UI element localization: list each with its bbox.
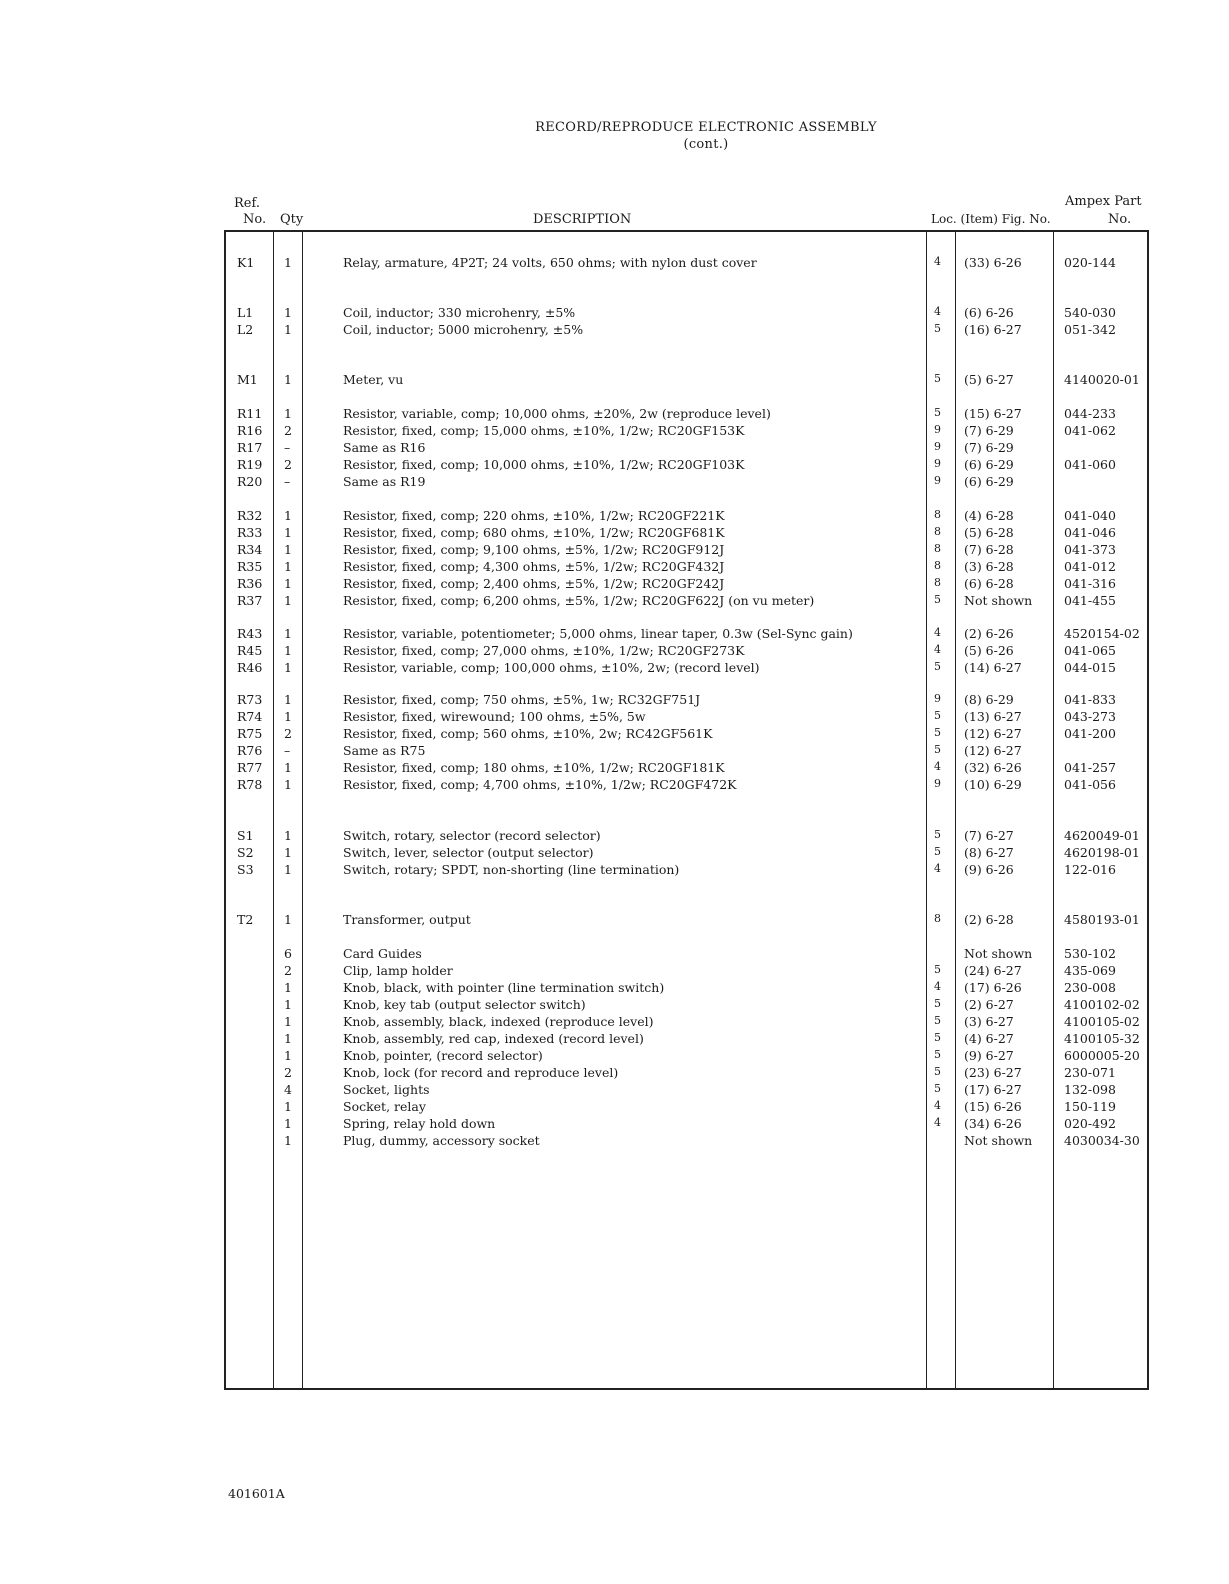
cell-qty: 1 xyxy=(284,1048,292,1063)
table-row xyxy=(0,946,1229,963)
cell-item: (16) 6-27 xyxy=(964,322,1022,337)
cell-item: (3) 6-27 xyxy=(964,1014,1014,1029)
cell-item: (6) 6-29 xyxy=(964,457,1014,472)
cell-item: (8) 6-27 xyxy=(964,845,1014,860)
cell-qty: 2 xyxy=(284,1065,292,1080)
cell-desc: Clip, lamp holder xyxy=(343,963,453,978)
header-loc-item-fig: Loc. (Item) Fig. No. xyxy=(931,212,1051,226)
cell-desc: Resistor, fixed, wirewound; 100 ohms, ±5%, 5w xyxy=(343,709,646,724)
cell-ref: R16 xyxy=(237,423,263,438)
table-row xyxy=(0,322,1229,339)
cell-part: 041-833 xyxy=(1064,692,1116,707)
cell-item: Not shown xyxy=(964,1133,1033,1148)
cell-ref: L2 xyxy=(237,322,254,337)
cell-item: (9) 6-26 xyxy=(964,862,1014,877)
cell-desc: Spring, relay hold down xyxy=(343,1116,496,1131)
cell-item: (17) 6-26 xyxy=(964,980,1022,995)
cell-desc: Plug, dummy, accessory socket xyxy=(343,1133,540,1148)
cell-qty: 2 xyxy=(284,726,292,741)
cell-desc: Knob, assembly, red cap, indexed (record level) xyxy=(343,1031,644,1046)
cell-qty: 1 xyxy=(284,777,292,792)
header-ref-line1: Ref. xyxy=(234,196,260,211)
cell-loc: 5 xyxy=(934,1031,941,1044)
cell-item: (6) 6-28 xyxy=(964,576,1014,591)
cell-ref: M1 xyxy=(237,372,258,387)
cell-part: 530-102 xyxy=(1064,946,1116,961)
table-row xyxy=(0,777,1229,794)
cell-item: Not shown xyxy=(964,946,1033,961)
cell-desc: Resistor, fixed, comp; 750 ohms, ±5%, 1w; RC32GF751J xyxy=(343,692,701,707)
cell-ref: S2 xyxy=(237,845,254,860)
table-row xyxy=(0,980,1229,997)
table-row xyxy=(0,576,1229,593)
table-row xyxy=(0,457,1229,474)
cell-desc: Knob, lock (for record and reproduce level) xyxy=(343,1065,619,1080)
table-row xyxy=(0,963,1229,980)
cell-loc: 9 xyxy=(934,777,941,790)
cell-loc: 5 xyxy=(934,709,941,722)
cell-ref: R36 xyxy=(237,576,263,591)
cell-qty: 1 xyxy=(284,692,292,707)
cell-item: (34) 6-26 xyxy=(964,1116,1022,1131)
cell-item: (4) 6-27 xyxy=(964,1031,1014,1046)
cell-qty: 1 xyxy=(284,542,292,557)
cell-item: (14) 6-27 xyxy=(964,660,1022,675)
cell-qty: 1 xyxy=(284,997,292,1012)
table-row xyxy=(0,709,1229,726)
cell-loc: 4 xyxy=(934,626,941,639)
cell-part: 230-071 xyxy=(1064,1065,1116,1080)
cell-item: (24) 6-27 xyxy=(964,963,1022,978)
cell-qty: 1 xyxy=(284,760,292,775)
parts-table-frame xyxy=(224,230,1149,1390)
cell-loc: 5 xyxy=(934,1082,941,1095)
cell-ref: R32 xyxy=(237,508,263,523)
cell-ref: R19 xyxy=(237,457,263,472)
cell-ref: R17 xyxy=(237,440,263,455)
table-row xyxy=(0,660,1229,677)
cell-qty: 1 xyxy=(284,593,292,608)
cell-qty: 1 xyxy=(284,406,292,421)
cell-desc: Resistor, variable, comp; 100,000 ohms, ±10%, 2w; (record level) xyxy=(343,660,760,675)
cell-item: (6) 6-26 xyxy=(964,305,1014,320)
column-divider-item xyxy=(1053,230,1054,1390)
table-row xyxy=(0,997,1229,1014)
cell-qty: – xyxy=(284,743,291,758)
cell-part: 4100105-32 xyxy=(1064,1031,1140,1046)
cell-item: (9) 6-27 xyxy=(964,1048,1014,1063)
table-row xyxy=(0,1099,1229,1116)
cell-loc: 8 xyxy=(934,542,941,555)
cell-loc: 4 xyxy=(934,255,941,268)
cell-desc: Switch, rotary, selector (record selector) xyxy=(343,828,601,843)
cell-loc: 5 xyxy=(934,1014,941,1027)
cell-part: 041-373 xyxy=(1064,542,1116,557)
cell-part: 4580193-01 xyxy=(1064,912,1140,927)
cell-qty: 1 xyxy=(284,508,292,523)
table-row xyxy=(0,305,1229,322)
cell-part: 4100102-02 xyxy=(1064,997,1140,1012)
cell-desc: Resistor, variable, potentiometer; 5,000 ohms, linear taper, 0.3w (Sel-Sync gain) xyxy=(343,626,853,641)
cell-part: 4100105-02 xyxy=(1064,1014,1140,1029)
cell-desc: Same as R16 xyxy=(343,440,426,455)
cell-desc: Coil, inductor; 5000 microhenry, ±5% xyxy=(343,322,584,337)
cell-desc: Resistor, fixed, comp; 180 ohms, ±10%, 1/2w; RC20GF181K xyxy=(343,760,725,775)
cell-item: (10) 6-29 xyxy=(964,777,1022,792)
header-part-line1: Ampex Part xyxy=(1065,194,1142,209)
cell-loc: 5 xyxy=(934,743,941,756)
cell-loc: 5 xyxy=(934,845,941,858)
header-description: DESCRIPTION xyxy=(533,212,632,227)
cell-qty: 2 xyxy=(284,423,292,438)
cell-part: 041-062 xyxy=(1064,423,1116,438)
cell-loc: 9 xyxy=(934,474,941,487)
cell-qty: 1 xyxy=(284,643,292,658)
table-row xyxy=(0,255,1229,272)
cell-ref: R45 xyxy=(237,643,263,658)
table-row xyxy=(0,372,1229,389)
cell-desc: Resistor, fixed, comp; 9,100 ohms, ±5%, 1/2w; RC20GF912J xyxy=(343,542,725,557)
cell-loc: 5 xyxy=(934,322,941,335)
cell-item: (13) 6-27 xyxy=(964,709,1022,724)
cell-part: 132-098 xyxy=(1064,1082,1116,1097)
cell-qty: 1 xyxy=(284,980,292,995)
table-row xyxy=(0,1065,1229,1082)
table-row xyxy=(0,912,1229,929)
cell-loc: 4 xyxy=(934,1116,941,1129)
cell-part: 044-015 xyxy=(1064,660,1116,675)
cell-qty: 1 xyxy=(284,862,292,877)
cell-ref: R73 xyxy=(237,692,263,707)
cell-qty: 1 xyxy=(284,828,292,843)
table-row xyxy=(0,1133,1229,1150)
cell-part: 043-273 xyxy=(1064,709,1116,724)
cell-ref: R11 xyxy=(237,406,263,421)
cell-part: 4520154-02 xyxy=(1064,626,1140,641)
cell-loc: 8 xyxy=(934,508,941,521)
cell-loc: 5 xyxy=(934,963,941,976)
cell-loc: 4 xyxy=(934,1099,941,1112)
cell-qty: 1 xyxy=(284,1133,292,1148)
cell-desc: Resistor, fixed, comp; 4,300 ohms, ±5%, 1/2w; RC20GF432J xyxy=(343,559,725,574)
table-row xyxy=(0,559,1229,576)
cell-loc: 9 xyxy=(934,692,941,705)
table-row xyxy=(0,1014,1229,1031)
cell-ref: T2 xyxy=(237,912,254,927)
cell-desc: Card Guides xyxy=(343,946,422,961)
table-row xyxy=(0,440,1229,457)
table-row xyxy=(0,1116,1229,1133)
table-row xyxy=(0,1031,1229,1048)
cell-part: 041-455 xyxy=(1064,593,1116,608)
cell-desc: Resistor, fixed, comp; 15,000 ohms, ±10%, 1/2w; RC20GF153K xyxy=(343,423,745,438)
cell-qty: – xyxy=(284,474,291,489)
cell-ref: R20 xyxy=(237,474,263,489)
cell-loc: 8 xyxy=(934,525,941,538)
cell-qty: 2 xyxy=(284,963,292,978)
cell-part: 044-233 xyxy=(1064,406,1116,421)
cell-part: 041-056 xyxy=(1064,777,1116,792)
cell-qty: – xyxy=(284,440,291,455)
cell-loc: 5 xyxy=(934,372,941,385)
cell-desc: Same as R75 xyxy=(343,743,426,758)
cell-item: (6) 6-29 xyxy=(964,474,1014,489)
cell-loc: 4 xyxy=(934,862,941,875)
cell-desc: Resistor, variable, comp; 10,000 ohms, ±20%, 2w (reproduce level) xyxy=(343,406,771,421)
cell-ref: R74 xyxy=(237,709,263,724)
cell-part: 4620049-01 xyxy=(1064,828,1140,843)
cell-item: (4) 6-28 xyxy=(964,508,1014,523)
cell-part: 041-046 xyxy=(1064,525,1116,540)
cell-part: 122-016 xyxy=(1064,862,1116,877)
table-row xyxy=(0,525,1229,542)
cell-desc: Knob, key tab (output selector switch) xyxy=(343,997,586,1012)
page-title: RECORD/REPRODUCE ELECTRONIC ASSEMBLY xyxy=(535,120,877,135)
cell-part: 435-069 xyxy=(1064,963,1116,978)
cell-part: 041-316 xyxy=(1064,576,1116,591)
cell-loc: 5 xyxy=(934,997,941,1010)
cell-loc: 9 xyxy=(934,457,941,470)
header-qty: Qty xyxy=(280,212,304,227)
cell-qty: 1 xyxy=(284,576,292,591)
cell-loc: 4 xyxy=(934,980,941,993)
cell-item: (5) 6-28 xyxy=(964,525,1014,540)
column-divider-ref xyxy=(273,230,274,1390)
cell-desc: Resistor, fixed, comp; 10,000 ohms, ±10%, 1/2w; RC20GF103K xyxy=(343,457,745,472)
cell-part: 540-030 xyxy=(1064,305,1116,320)
cell-desc: Meter, vu xyxy=(343,372,404,387)
cell-item: (7) 6-27 xyxy=(964,828,1014,843)
cell-part: 150-119 xyxy=(1064,1099,1116,1114)
cell-loc: 5 xyxy=(934,1048,941,1061)
cell-desc: Resistor, fixed, comp; 2,400 ohms, ±5%, 1/2w; RC20GF242J xyxy=(343,576,725,591)
cell-loc: 5 xyxy=(934,406,941,419)
cell-part: 041-060 xyxy=(1064,457,1116,472)
document-number: 401601A xyxy=(228,1486,285,1501)
cell-desc: Knob, assembly, black, indexed (reproduce level) xyxy=(343,1014,654,1029)
cell-item: (32) 6-26 xyxy=(964,760,1022,775)
cell-item: (7) 6-28 xyxy=(964,542,1014,557)
cell-desc: Knob, pointer, (record selector) xyxy=(343,1048,543,1063)
table-row xyxy=(0,542,1229,559)
cell-ref: R37 xyxy=(237,593,263,608)
cell-part: 230-008 xyxy=(1064,980,1116,995)
table-row xyxy=(0,593,1229,610)
cell-item: (33) 6-26 xyxy=(964,255,1022,270)
cell-ref: R33 xyxy=(237,525,263,540)
cell-qty: 2 xyxy=(284,457,292,472)
cell-qty: 1 xyxy=(284,305,292,320)
cell-item: (17) 6-27 xyxy=(964,1082,1022,1097)
cell-loc: 9 xyxy=(934,440,941,453)
cell-ref: R43 xyxy=(237,626,263,641)
cell-item: Not shown xyxy=(964,593,1033,608)
cell-item: (2) 6-28 xyxy=(964,912,1014,927)
cell-item: (12) 6-27 xyxy=(964,743,1022,758)
cell-item: (8) 6-29 xyxy=(964,692,1014,707)
cell-ref: R46 xyxy=(237,660,263,675)
column-divider-qty xyxy=(302,230,303,1390)
cell-qty: 1 xyxy=(284,912,292,927)
cell-loc: 8 xyxy=(934,576,941,589)
cell-qty: 1 xyxy=(284,255,292,270)
cell-part: 041-200 xyxy=(1064,726,1116,741)
cell-qty: 1 xyxy=(284,709,292,724)
cell-part: 4620198-01 xyxy=(1064,845,1140,860)
table-row xyxy=(0,423,1229,440)
cell-item: (15) 6-26 xyxy=(964,1099,1022,1114)
cell-item: (2) 6-26 xyxy=(964,626,1014,641)
cell-desc: Relay, armature, 4P2T; 24 volts, 650 ohms; with nylon dust cover xyxy=(343,255,757,270)
cell-desc: Resistor, fixed, comp; 27,000 ohms, ±10%, 1/2w; RC20GF273K xyxy=(343,643,745,658)
cell-qty: 4 xyxy=(284,1082,292,1097)
cell-desc: Resistor, fixed, comp; 4,700 ohms, ±10%, 1/2w; RC20GF472K xyxy=(343,777,737,792)
cell-qty: 1 xyxy=(284,1099,292,1114)
cell-part: 020-144 xyxy=(1064,255,1116,270)
table-row xyxy=(0,692,1229,709)
cell-item: (7) 6-29 xyxy=(964,440,1014,455)
cell-part: 041-065 xyxy=(1064,643,1116,658)
cell-item: (5) 6-27 xyxy=(964,372,1014,387)
cell-loc: 8 xyxy=(934,912,941,925)
cell-ref: S1 xyxy=(237,828,254,843)
header-ref-line2: No. xyxy=(243,212,267,227)
cell-desc: Switch, rotary; SPDT, non-shorting (line termination) xyxy=(343,862,680,877)
header-part-line2: No. xyxy=(1108,212,1132,227)
cell-item: (2) 6-27 xyxy=(964,997,1014,1012)
table-row xyxy=(0,474,1229,491)
cell-part: 4030034-30 xyxy=(1064,1133,1140,1148)
table-row xyxy=(0,508,1229,525)
cell-ref: R75 xyxy=(237,726,263,741)
cell-ref: R77 xyxy=(237,760,263,775)
cell-qty: 1 xyxy=(284,525,292,540)
cell-item: (12) 6-27 xyxy=(964,726,1022,741)
cell-part: 6000005-20 xyxy=(1064,1048,1140,1063)
cell-loc: 4 xyxy=(934,305,941,318)
cell-item: (5) 6-26 xyxy=(964,643,1014,658)
cell-desc: Same as R19 xyxy=(343,474,426,489)
cell-qty: 6 xyxy=(284,946,292,961)
cell-part: 4140020-01 xyxy=(1064,372,1140,387)
cell-ref: R35 xyxy=(237,559,263,574)
cell-desc: Coil, inductor; 330 microhenry, ±5% xyxy=(343,305,576,320)
cell-desc: Resistor, fixed, comp; 220 ohms, ±10%, 1/2w; RC20GF221K xyxy=(343,508,725,523)
table-row xyxy=(0,1082,1229,1099)
cell-loc: 8 xyxy=(934,559,941,572)
table-row xyxy=(0,643,1229,660)
column-divider-desc xyxy=(926,230,927,1390)
cell-desc: Transformer, output xyxy=(343,912,471,927)
table-row xyxy=(0,845,1229,862)
table-row xyxy=(0,828,1229,845)
cell-qty: 1 xyxy=(284,559,292,574)
table-row xyxy=(0,406,1229,423)
cell-item: (23) 6-27 xyxy=(964,1065,1022,1080)
cell-qty: 1 xyxy=(284,845,292,860)
cell-qty: 1 xyxy=(284,1014,292,1029)
cell-desc: Socket, relay xyxy=(343,1099,426,1114)
cell-qty: 1 xyxy=(284,660,292,675)
cell-loc: 5 xyxy=(934,660,941,673)
cell-desc: Resistor, fixed, comp; 560 ohms, ±10%, 2w; RC42GF561K xyxy=(343,726,713,741)
cell-desc: Resistor, fixed, comp; 6,200 ohms, ±5%, 1/2w; RC20GF622J (on vu meter) xyxy=(343,593,815,608)
cell-item: (7) 6-29 xyxy=(964,423,1014,438)
cell-loc: 9 xyxy=(934,423,941,436)
cell-desc: Knob, black, with pointer (line termination switch) xyxy=(343,980,665,995)
cell-desc: Switch, lever, selector (output selector) xyxy=(343,845,594,860)
cell-loc: 5 xyxy=(934,1065,941,1078)
cell-loc: 5 xyxy=(934,593,941,606)
cell-ref: L1 xyxy=(237,305,254,320)
table-row xyxy=(0,862,1229,879)
cell-item: (15) 6-27 xyxy=(964,406,1022,421)
cell-part: 020-492 xyxy=(1064,1116,1116,1131)
column-divider-loc xyxy=(955,230,956,1390)
cell-loc: 4 xyxy=(934,643,941,656)
cell-qty: 1 xyxy=(284,372,292,387)
cell-item: (3) 6-28 xyxy=(964,559,1014,574)
table-row xyxy=(0,1048,1229,1065)
table-row xyxy=(0,726,1229,743)
cell-ref: R78 xyxy=(237,777,263,792)
cell-qty: 1 xyxy=(284,626,292,641)
cell-loc: 5 xyxy=(934,726,941,739)
cell-loc: 5 xyxy=(934,828,941,841)
cell-part: 051-342 xyxy=(1064,322,1116,337)
page-subtitle: (cont.) xyxy=(683,137,729,152)
cell-loc: 4 xyxy=(934,760,941,773)
cell-ref: S3 xyxy=(237,862,254,877)
cell-desc: Socket, lights xyxy=(343,1082,430,1097)
cell-desc: Resistor, fixed, comp; 680 ohms, ±10%, 1/2w; RC20GF681K xyxy=(343,525,725,540)
table-row xyxy=(0,626,1229,643)
table-row xyxy=(0,743,1229,760)
cell-ref: K1 xyxy=(237,255,255,270)
table-row xyxy=(0,760,1229,777)
cell-part: 041-257 xyxy=(1064,760,1116,775)
cell-qty: 1 xyxy=(284,1031,292,1046)
cell-qty: 1 xyxy=(284,322,292,337)
cell-part: 041-012 xyxy=(1064,559,1116,574)
cell-qty: 1 xyxy=(284,1116,292,1131)
cell-part: 041-040 xyxy=(1064,508,1116,523)
cell-ref: R76 xyxy=(237,743,263,758)
cell-ref: R34 xyxy=(237,542,263,557)
